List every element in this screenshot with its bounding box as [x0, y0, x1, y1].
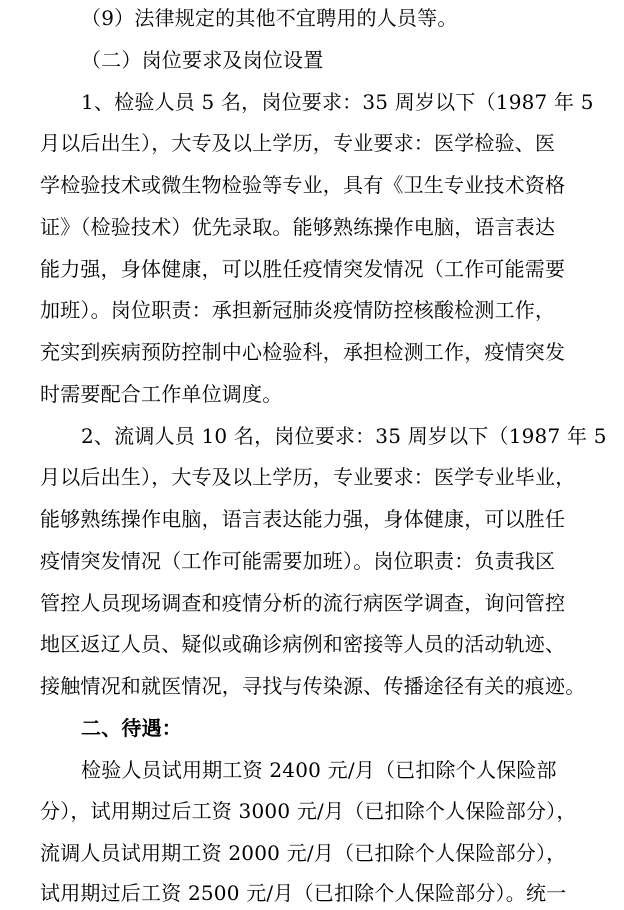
text-line: 管控人员现场调查和疫情分析的流行病医学调查，询问管控 [40, 591, 566, 615]
text-line: 检验人员试用期工资 2400 元/月（已扣除个人保险部 [81, 758, 557, 782]
text-line: 月以后出生），大专及以上学历，专业要求：医学专业毕业， [40, 465, 576, 489]
section-heading-benefits: 二、待遇： [81, 716, 182, 740]
text-line: 疫情突发情况（工作可能需要加班）。岗位职责：负责我区 [40, 549, 556, 573]
text-line: 接触情况和就医情况，寻找与传染源、传播途径有关的痕迹。 [40, 674, 586, 698]
text-line: 加班）。岗位职责：承担新冠肺炎疫情防控核酸检测工作， [40, 298, 556, 322]
section-heading-post-requirements: （二）岗位要求及岗位设置 [81, 48, 324, 72]
text-line: 1、检验人员 5 名，岗位要求：35 周岁以下（1987 年 5 [81, 90, 594, 114]
text-line: 证》（检验技术）优先录取。能够熟练操作电脑，语言表达 [40, 215, 556, 239]
text-line-clause-9: （9）法律规定的其他不宜聘用的人员等。 [81, 6, 458, 30]
text-line: 试用期过后工资 2500 元/月（已扣除个人保险部分）。统一 [40, 881, 567, 905]
text-line: 充实到疾病预防控制中心检验科，承担检测工作，疫情突发 [40, 340, 566, 364]
text-line: 流调人员试用期工资 2000 元/月（已扣除个人保险部分）， [40, 841, 567, 865]
text-line: 学检验技术或微生物检验等专业，具有《卫生专业技术资格 [40, 173, 566, 197]
text-line: 能够熟练操作电脑，语言表达能力强，身体健康，可以胜任 [40, 507, 566, 531]
text-line: 能力强，身体健康，可以胜任疫情突发情况（工作可能需要 [40, 257, 566, 281]
text-line: 月以后出生），大专及以上学历，专业要求：医学检验、医 [40, 131, 556, 155]
text-line: 分），试用期过后工资 3000 元/月（已扣除个人保险部分）， [40, 799, 577, 823]
text-line: 2、流调人员 10 名，岗位要求：35 周岁以下（1987 年 5 [81, 424, 607, 448]
text-line: 地区返辽人员、疑似或确诊病例和密接等人员的活动轨迹、 [40, 632, 566, 656]
text-line: 时需要配合工作单位调度。 [40, 382, 283, 406]
